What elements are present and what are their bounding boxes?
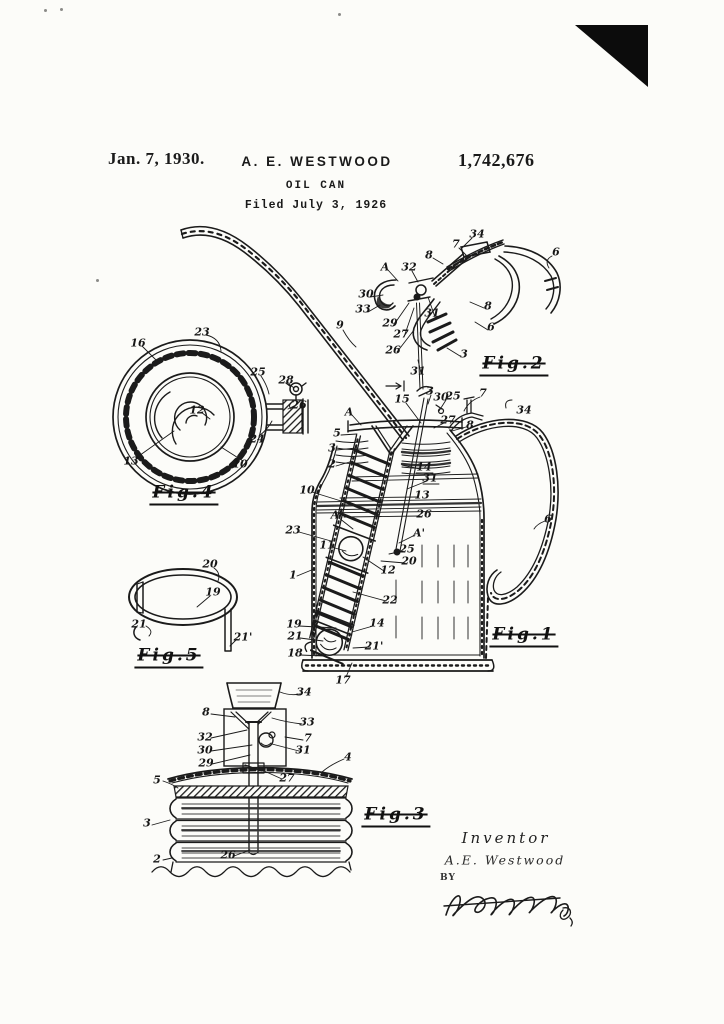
ref-numeral-1: 1: [289, 568, 297, 582]
fig5-drawing: [129, 568, 237, 651]
ref-numeral-24: 24: [249, 432, 265, 446]
handle: [456, 400, 558, 658]
ref-numeral-8: 8: [466, 418, 474, 432]
ref-numeral-16: 16: [130, 336, 146, 350]
ref-numeral-17: 17: [335, 673, 351, 687]
ref-numeral-27: 27: [279, 771, 295, 785]
ref-numeral-25: 25: [445, 389, 461, 403]
pump-spring: [303, 434, 397, 664]
fig4-caption: Fig.4: [149, 483, 218, 506]
ref-numeral-34: 34: [516, 403, 532, 417]
ref-numeral-8: 8: [202, 705, 210, 719]
ref-numeral-33: 33: [355, 302, 371, 316]
ref-numeral-10: 10: [232, 457, 248, 471]
patent-date: Jan. 7, 1930.: [108, 149, 205, 168]
ref-numeral-23: 23: [194, 325, 210, 339]
corner-scan-triangle: [575, 25, 648, 87]
ref-numeral-21': 21': [364, 639, 384, 653]
ref-numeral-19: 19: [286, 617, 302, 631]
ref-numeral-9: 9: [336, 318, 344, 332]
ref-numeral-26: 26: [291, 398, 307, 412]
ref-numeral-2: 2: [328, 457, 336, 471]
ref-numeral-33: 33: [299, 715, 315, 729]
ref-numeral-34: 34: [469, 227, 485, 241]
ref-numeral-32: 32: [401, 260, 417, 274]
ref-numeral-23: 23: [285, 523, 301, 537]
ref-numeral-26: 26: [416, 507, 432, 521]
ref-numeral-A: A: [380, 260, 390, 274]
ref-numeral-2: 2: [153, 852, 161, 866]
ref-numeral-20: 20: [202, 557, 218, 571]
ref-numeral-10: 10: [299, 483, 315, 497]
ref-numeral-27: 27: [393, 327, 409, 341]
ref-numeral-15: 15: [394, 392, 410, 406]
ref-numeral-27: 27: [440, 413, 456, 427]
ref-numeral-22: 22: [382, 593, 398, 607]
ref-numeral-8: 8: [484, 299, 492, 313]
ref-numeral-26: 26: [220, 848, 236, 862]
ref-numeral-14: 14: [416, 460, 432, 474]
ref-numeral-29: 29: [382, 316, 398, 330]
ref-numeral-12: 12: [380, 563, 396, 577]
ref-numeral-A: A: [344, 405, 354, 419]
ref-numeral-6: 6: [552, 245, 560, 259]
ref-numeral-20: 20: [401, 554, 417, 568]
ref-numeral-32: 32: [197, 730, 213, 744]
ref-numeral-12: 12: [189, 403, 205, 417]
ref-numeral-13: 13: [123, 454, 139, 468]
ref-numeral-31: 31: [422, 471, 438, 485]
ref-numeral-13: 13: [414, 488, 430, 502]
inventor-script-name: A.E. Westwood: [444, 852, 566, 868]
fig3-caption: Fig.3: [361, 805, 430, 828]
ref-numeral-31: 31: [295, 743, 311, 757]
patent-title: OIL CAN: [285, 180, 347, 192]
fig1-caption: Fig.1: [489, 625, 558, 648]
ref-numeral-7: 7: [304, 731, 312, 745]
ref-numeral-11: 11: [319, 538, 335, 552]
ref-numeral-6: 6: [487, 320, 495, 334]
fig2-caption: Fig.2: [479, 354, 548, 377]
ref-numeral-19: 19: [205, 585, 221, 599]
ref-numeral-7: 7: [479, 386, 487, 400]
patent-number: 1,742,676: [458, 150, 535, 170]
filed-date: Filed July 3, 1926: [244, 199, 388, 212]
ref-numeral-31: 31: [410, 364, 426, 378]
fig1-drawing: [181, 227, 558, 677]
fig3-drawing: [152, 683, 352, 877]
ref-numeral-14: 14: [369, 616, 385, 630]
ref-numeral-5: 5: [333, 426, 341, 440]
ref-numeral-5: 5: [153, 773, 161, 787]
ref-numeral-30: 30: [197, 743, 213, 757]
ref-numeral-28: 28: [278, 373, 294, 387]
ref-numeral-18: 18: [287, 646, 303, 660]
ref-numeral-30: 30: [433, 390, 449, 404]
ref-numeral-25: 25: [250, 365, 266, 379]
ref-numeral-26: 26: [385, 343, 401, 357]
ref-numeral-3: 3: [143, 816, 151, 830]
ref-numeral-30: 30: [358, 287, 374, 301]
ref-numeral-A': A': [413, 526, 425, 540]
ref-numeral-6: 6: [544, 512, 552, 526]
ref-numeral-21: 21: [131, 617, 147, 631]
by-label: BY: [440, 873, 456, 883]
ref-numeral-25: 25: [399, 542, 415, 556]
fig5-caption: Fig.5: [134, 646, 203, 669]
ref-numeral-29: 29: [198, 756, 214, 770]
ref-numeral-4: 4: [344, 750, 352, 764]
ref-numeral-3: 3: [426, 384, 434, 398]
ref-numeral-A: A: [330, 508, 340, 522]
ref-numeral-31: 31: [424, 306, 440, 320]
ref-numeral-21': 21': [233, 630, 253, 644]
inventor-label: Inventor: [461, 829, 551, 847]
ref-numeral-34: 34: [296, 685, 312, 699]
ref-numeral-8: 8: [425, 248, 433, 262]
ref-numeral-3: 3: [328, 441, 336, 455]
ref-numeral-21: 21: [287, 629, 303, 643]
inventor-name-header: A. E. WESTWOOD: [241, 154, 393, 169]
ref-numeral-7: 7: [452, 237, 460, 251]
signature-script: [444, 896, 572, 926]
fig4-drawing: [113, 335, 308, 494]
ref-numeral-3: 3: [460, 347, 468, 361]
